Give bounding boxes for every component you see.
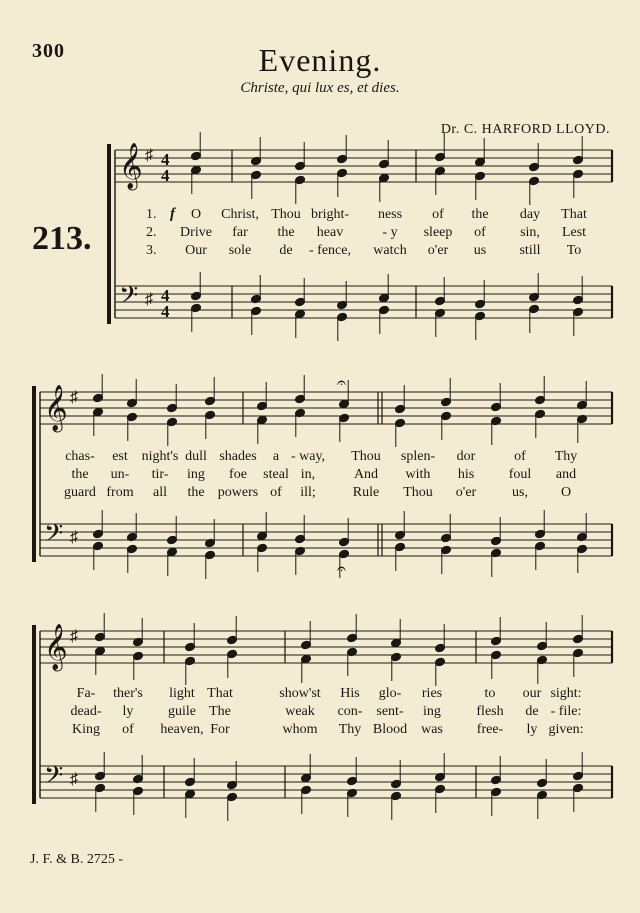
lyric-syllable: us, (512, 485, 528, 500)
lyric-syllable: sight: (550, 686, 582, 701)
lyric-syllable: was (421, 722, 443, 737)
lyric-syllable: His (340, 686, 360, 701)
lyric-syllable: Thou (403, 485, 433, 500)
lyric-syllable: night's (141, 449, 179, 464)
lyric-syllable: dead- (70, 704, 102, 719)
time-signature: 4 (161, 302, 170, 321)
sharp-icon: ♯ (70, 771, 78, 788)
sharp-icon: ♯ (145, 291, 153, 308)
lyric-syllable: of (514, 449, 526, 464)
lyric-syllable: sleep (423, 225, 453, 240)
sharp-icon: ♯ (70, 529, 78, 546)
lyric-syllable: and (555, 467, 577, 482)
system-bracket (107, 144, 111, 324)
time-signature: 4 (161, 150, 170, 169)
lyric-syllable: heav (316, 225, 344, 240)
lyric-syllable: Fa- (76, 686, 96, 701)
lyric-syllable: dor (456, 449, 476, 464)
treble-clef-icon: 𝄞 (44, 624, 68, 670)
lyric-syllable: the (71, 467, 89, 482)
lyric-syllable: de (279, 243, 293, 258)
lyric-syllable: show'st (279, 686, 321, 701)
lyric-syllable: powers (217, 485, 259, 500)
fermata-icon: 𝄐 (337, 561, 346, 578)
lyric-syllable: That (207, 686, 233, 701)
lyric-syllable: For (210, 722, 230, 737)
lyric-syllable: That (561, 207, 587, 222)
bass-staff (40, 524, 612, 556)
lyric-syllable: King (72, 722, 100, 737)
bass-clef-icon: 𝄢 (44, 761, 64, 796)
lyric-syllable: Lest (561, 225, 587, 240)
lyric-syllable: of (270, 485, 282, 500)
lyric-syllable: his (457, 467, 475, 482)
treble-staff (40, 392, 612, 424)
lyric-syllable: Rule (352, 485, 380, 500)
time-signature: 4 (161, 166, 170, 185)
lyric-syllable: ing (187, 467, 205, 482)
lyric-syllable: foe (229, 467, 247, 482)
lyric-syllable: - fence, (309, 243, 351, 258)
lyric-syllable: O (560, 485, 572, 500)
lyric-syllable: sin, (520, 225, 540, 240)
page-number: 300 (32, 40, 65, 62)
treble-clef-icon: 𝄞 (44, 385, 68, 431)
bass-clef-icon: 𝄢 (44, 519, 64, 554)
lyric-syllable: the (277, 225, 295, 240)
lyric-syllable: Blood (372, 722, 408, 737)
lyric-syllable: whom (282, 722, 318, 737)
hymn-subtitle: Christe, qui lux es, et dies. (240, 80, 400, 96)
lyric-syllable: O (190, 207, 202, 222)
lyric-syllable: The (209, 704, 231, 719)
bass-clef-icon: 𝄢 (119, 281, 139, 316)
lyric-syllable: And (353, 467, 379, 482)
lyric-syllable: - file: (550, 704, 582, 719)
lyric-syllable: splen- (400, 449, 436, 464)
lyric-syllable: ill; (300, 485, 316, 500)
lyric-syllable: to (484, 686, 496, 701)
system-bracket (32, 386, 36, 562)
lyric-syllable: con- (337, 704, 363, 719)
lyric-syllable: dull (185, 449, 207, 464)
sharp-icon: ♯ (145, 147, 153, 164)
lyric-syllable: of (432, 207, 444, 222)
lyric-syllable: est (112, 449, 128, 464)
lyric-syllable: our (522, 686, 542, 701)
lyric-syllable: o'er (427, 243, 449, 258)
lyric-syllable: ness (377, 207, 403, 222)
lyric-syllable: a (272, 449, 280, 464)
lyric-syllable: Thy (338, 722, 362, 737)
lyric-syllable: the (471, 207, 489, 222)
lyric-syllable: Thou (271, 207, 301, 222)
lyric-syllable: far (232, 225, 248, 240)
lyric-syllable: Thou (351, 449, 381, 464)
lyric-syllable: watch (373, 243, 407, 258)
lyric-syllable: Christ, (221, 207, 259, 222)
lyric-syllable: from (106, 485, 134, 500)
lyric-syllable: flesh (476, 704, 504, 719)
lyric-syllable: in, (300, 467, 316, 482)
lyric-syllable: all (153, 485, 167, 500)
lyric-syllable: heaven, (160, 722, 204, 737)
lyric-syllable: given: (548, 722, 584, 737)
lyric-syllable: the (187, 485, 205, 500)
lyric-syllable: ries (421, 686, 443, 701)
lyric-syllable: Our (185, 243, 207, 258)
lyric-syllable: un- (110, 467, 130, 482)
lyric-syllable: day (519, 207, 541, 222)
verse-number: 2. (146, 225, 157, 240)
lyric-syllable: weak (285, 704, 315, 719)
lyric-syllable: tir- (151, 467, 169, 482)
lyric-syllable: light (169, 686, 195, 701)
lyric-syllable: chas- (65, 449, 95, 464)
lyric-syllable: free- (476, 722, 504, 737)
lyric-syllable: of (122, 722, 134, 737)
system-bracket (32, 625, 36, 804)
bass-staff (115, 286, 612, 318)
lyric-syllable: with (405, 467, 431, 482)
lyric-syllable: ther's (113, 686, 143, 701)
hymn-number: 213. (32, 220, 92, 257)
lyric-syllable: sole (228, 243, 252, 258)
lyric-syllable: glo- (378, 686, 402, 701)
sharp-icon: ♯ (70, 628, 78, 645)
lyric-syllable: of (474, 225, 486, 240)
treble-staff (40, 631, 612, 663)
lyric-syllable: still (519, 243, 541, 258)
lyric-syllable: us (473, 243, 487, 258)
fermata-icon: 𝄐 (337, 375, 346, 392)
lyric-syllable: o'er (455, 485, 477, 500)
lyric-syllable: Drive (180, 225, 212, 240)
composer-credit: Dr. C. HARFORD LLOYD. (440, 122, 610, 137)
lyric-syllable: bright- (310, 207, 350, 222)
lyric-syllable: guard (64, 485, 96, 500)
lyric-syllable: de (525, 704, 539, 719)
time-signature: 4 (161, 286, 170, 305)
lyric-syllable: shades (219, 449, 257, 464)
lyric-syllable: ly (526, 722, 538, 737)
sharp-icon: ♯ (70, 389, 78, 406)
hymn-title: Evening. (258, 42, 382, 78)
bass-staff (40, 766, 612, 798)
dynamic-marking: f (170, 206, 175, 222)
lyric-syllable: - way, (290, 449, 326, 464)
lyric-syllable: ly (122, 704, 134, 719)
lyric-syllable: guile (168, 704, 196, 719)
lyric-syllable: - y (382, 225, 398, 240)
lyric-syllable: Thy (554, 449, 578, 464)
lyric-syllable: sent- (376, 704, 404, 719)
lyric-syllable: steal (263, 467, 289, 482)
publisher-mark: J. F. & B. 2725 - (30, 852, 124, 867)
lyric-syllable: ing (423, 704, 441, 719)
verse-number: 3. (146, 243, 157, 258)
verse-number: 1. (146, 207, 157, 222)
lyric-syllable: To (566, 243, 582, 258)
treble-clef-icon: 𝄞 (119, 143, 143, 189)
lyric-syllable: foul (508, 467, 532, 482)
